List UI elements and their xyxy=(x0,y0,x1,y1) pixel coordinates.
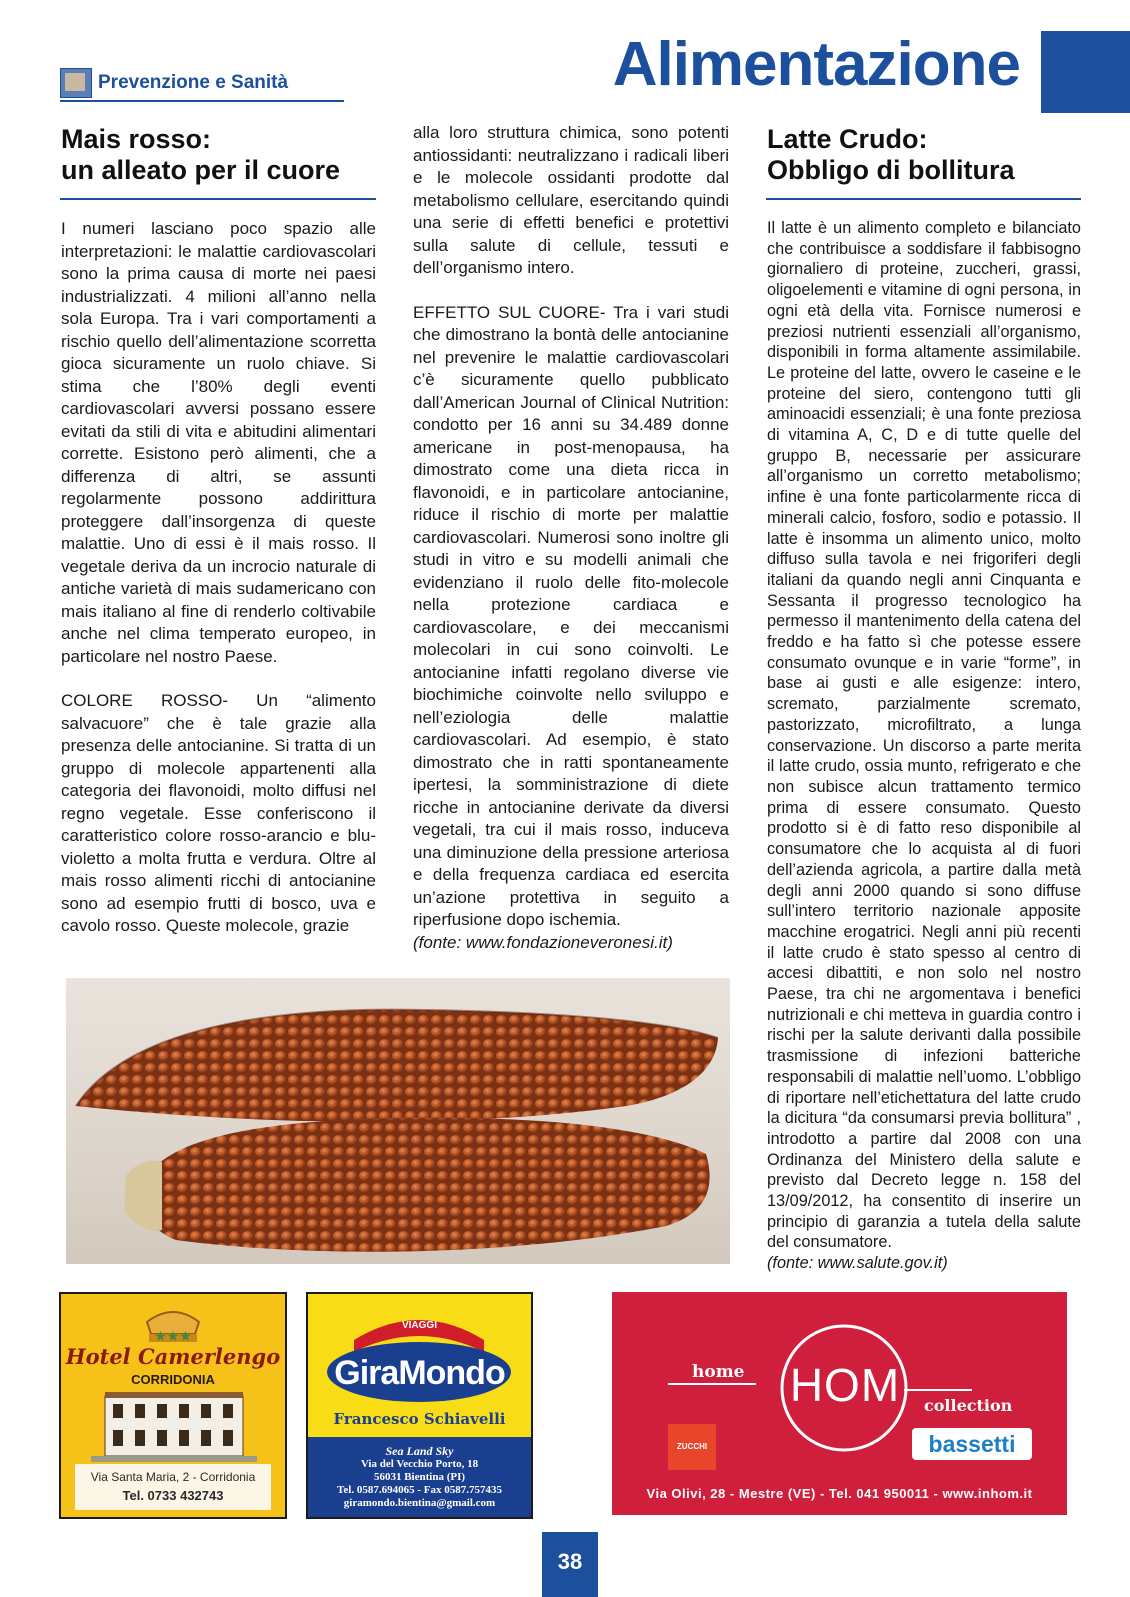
article-source: (fonte: www.salute.gov.it) xyxy=(767,1254,948,1273)
article-paragraph: alla loro struttura chimica, sono potenti antiossidanti: neutralizzano i radicali liberi e le molecole ossidanti prodotte dal metabolismo cellulare, esercitando quindi una serie di effetti benefici e protettivi sulla salute di cellule, tessuti e dell’organismo intero. xyxy=(413,123,729,277)
article-headline xyxy=(61,124,381,186)
hotel-city: CORRIDONIA xyxy=(131,1372,215,1387)
article-source: (fonte: www.fondazioneveronesi.it) xyxy=(413,932,673,952)
giramondo-line2: Via del Vecchio Porto, 18 xyxy=(360,1458,479,1470)
article-paragraph: Il latte è un alimento completo e bilanciato che contribuisce a soddisfare il fabbisogno giornaliero di proteine, zuccheri, grassi, oligoelementi e vitamine di ogni persona, in ogni età della vita. Fornisce numerosi e preziosi nutrienti essenziali all’organismo, disponibili in forma altamente assimilabile. Le proteine del latte, ovvero le caseine e le proteine del siero, contengono tutti gli aminoacidi essenziali; è una fonte preziosa di vitamina A, C, D e di tutte quelle del gruppo B, necessarie per assicurare all’organismo un corretto metabolismo; infine è una fonte particolarmente ricca di minerali calcio, fosforo, sodio e potassio. Il latte è insomma un alimento unico, molto diffuso sulla tavola e nei frigoriferi degli italiani da quando negli anni Cinquanta e Sessanta il progresso tecnologico ha permesso il mantenimento della catena del freddo e ha fatto sì che potesse essere consumato ovunque e in varie “forme”, in base ai gusti e alle esigenze: intero, scremato, parzialmente scremato, pastorizzato, microfiltrato, a lunga conservazione. Un discorso a parte merita il latte crudo, ossia munto, refrigerato e che non subisce alcun trattamento termico prima di essere consumato. Questo prodotto si è di fatto reso disponibile al consumatore che lo acquista al di fuori dell’azienda agricola, a partire dalla metà degli anni 2000 quando si sono diffuse sull’intero territorio nazionale apposite macchine erogatrici. Negli anni più recenti il latte crudo è stato spesso al centro di accesi dibattiti, e non solo nel nostro Paese, tra chi ne argomentava i benefici nutrizionali e chi metteva in guardia contro i rischi per la salute derivanti dalla possibile trasmissione di infezioni batteriche responsabili di malattie nell’uomo. L’obbligo di riportare nell’etichettatura del latte crudo la dicitura “da consumarsi previa bollitura” , introdotto a partire dal 2008 con una Ordinanza del Ministero della salute e previsto dal Decreto legge n. 158 del 13/09/2012, ha consentito di inserire un principio di garanzia a tutela della salute del consumatore. xyxy=(767,219,1081,1252)
hotel-phone: Tel. 0733 432743 xyxy=(122,1488,224,1503)
headline-line-2: un alleato per il cuore xyxy=(61,155,341,185)
corn-cob-bottom xyxy=(124,1118,710,1252)
hotel-address: Via Santa Maria, 2 - Corridonia xyxy=(90,1470,256,1484)
article-paragraph: EFFETTO SUL CUORE- Tra i vari studi che dimostrano la bontà delle antocianine nel prevenire le malattie cardiovascolari c’è sicuramente quello pubblicato dall’American Journal of Clinical Nutrition: condotto per 16 anni su 34.489 donne americane in post-menopausa, ha dimostrato come una dieta ricca in flavonoidi, e in particolare antocianine, riduce il rischio di morte per malattie cardiovascolari. Numerosi sono inoltre gli studi in vitro e su modelli animali che evidenziano il ruolo delle fito-molecole nella protezione cardiaca e cardiovascolare, e dei meccanismi molecolari in cui sono coinvolti. Le antocianine infatti regolano diverse vie biochimiche coinvolte nello sviluppo e nell’eziologia delle malattie cardiovascolari. Ad esempio, è stato dimostrato che in ratti spontaneamente ipertesi, la somministrazione di diete ricche in antocianine derivate da diversi vegetali, tra cui il mais rosso, induceva una diminuzione della pressione arteriosa e della frequenza cardiaca ed esercita un’azione protettiva in seguito a riperfusione dopo ischemia. xyxy=(413,302,729,929)
headline-divider xyxy=(766,198,1081,200)
giramondo-line3: 56031 Bientina (PI) xyxy=(373,1471,466,1483)
hom-logo-text: HOM xyxy=(789,1359,901,1411)
hom-collection: collection xyxy=(924,1396,1013,1415)
hom-home: home xyxy=(692,1362,745,1382)
giramondo-tag: VIAGGI xyxy=(401,1320,437,1331)
giramondo-owner: Francesco Schiavelli xyxy=(333,1410,506,1428)
article-paragraph: I numeri lasciano poco spazio alle interpretazioni: le malattie cardiovascolari sono la prima causa di morte nei paesi industrializzati. 4 milioni all’anno nella sola Europa. Tra i vari comportamenti a rischio quello dell’alimentazione scorretta gioca sicuramente un ruolo chiave. Si stima che l’80% degli eventi cardiovascolari avversi possano essere evitati da stili di vita e abitudini alimentari corrette. Esistono però alimenti, che a differenza di altri, se assunti regolarmente possono addirittura proteggere dall’insorgenza di queste malattie. Uno di essi è il mais rosso. Il vegetale deriva da un incrocio naturale di antiche varietà di mais sudamericano con mais italiano al fine di renderlo coltivabile anche nel clima temperato europeo, in particolare nel nostro Paese. xyxy=(61,219,376,666)
section-title: Prevenzione e Sanità xyxy=(98,72,289,93)
article-column-1 xyxy=(61,218,376,960)
page-number: 38 xyxy=(542,1532,598,1597)
giramondo-line4: Tel. 0587.694065 - Fax 0587.757435 xyxy=(337,1484,502,1496)
hom-address[interactable]: Via Olivi, 28 - Mestre (VE) - Tel. 041 950011 - www.inhom.it xyxy=(646,1486,1033,1501)
giramondo-line5[interactable]: giramondo.bientina@gmail.com xyxy=(343,1497,496,1509)
headline-line-1: Mais rosso: xyxy=(61,124,212,154)
hotel-stars: ★★★ xyxy=(154,1328,192,1344)
article-headline-2 xyxy=(767,124,1087,186)
article-paragraph: COLORE ROSSO- Un “alimento salvacuore” che è tale grazie alla presenza delle antocianine. Si tratta di un gruppo di molecole appartenenti alla categoria dei flavonoidi, molto diffusi nel regno vegetale. Esse conferiscono il caratteristico colore rosso-arancio e blu-violetto a molta frutta e verdura. Oltre al mais rosso alimenti ricchi di antocianine sono ad esempio frutti di bosco, uva e cavolo rosso. Queste molecole, grazie xyxy=(61,691,376,935)
article-column-2 xyxy=(413,122,729,954)
giramondo-line1: Sea Land Sky xyxy=(385,1444,454,1458)
hom-brand-bassetti: bassetti xyxy=(928,1431,1016,1457)
hom-brand-zucchi: ZUCCHI xyxy=(676,1442,708,1451)
section-logo-icon xyxy=(60,68,92,98)
corn-cob-top xyxy=(76,1010,718,1122)
giramondo-brand: GiraMondo xyxy=(334,1354,505,1392)
corner-decoration xyxy=(1041,31,1130,113)
ad-giramondo[interactable] xyxy=(306,1292,533,1519)
ad-hom[interactable] xyxy=(612,1292,1067,1515)
hotel-name: Hotel Camerlengo xyxy=(65,1344,281,1369)
red-corn-photo xyxy=(66,978,730,1264)
ad-hotel-camerlengo[interactable] xyxy=(59,1292,287,1519)
headline-divider xyxy=(60,198,376,200)
corn-illustration xyxy=(66,978,730,1264)
section-label xyxy=(60,64,344,102)
article-column-3 xyxy=(767,218,1081,1274)
page-title: Alimentazione xyxy=(612,30,1020,99)
headline-line-2: Obbligo di bollitura xyxy=(767,155,1015,185)
headline-line-1: Latte Crudo: xyxy=(767,124,928,154)
